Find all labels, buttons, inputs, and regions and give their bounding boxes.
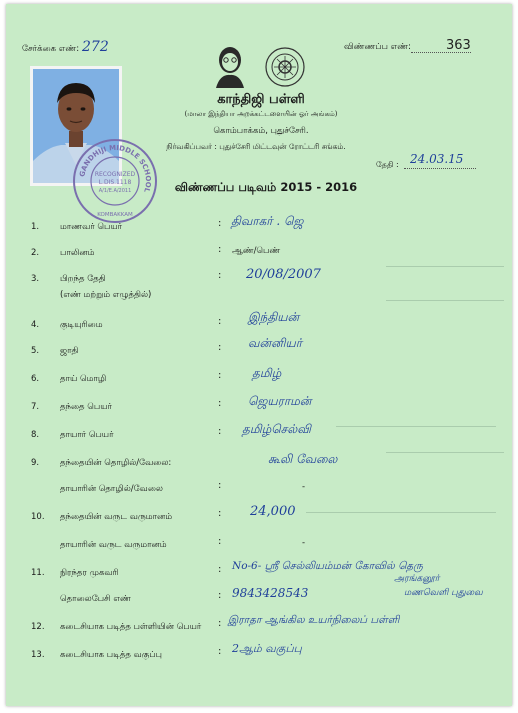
gender-label: பாலினம்	[60, 248, 95, 258]
colon: :	[218, 480, 222, 491]
rotary-club-logo	[264, 46, 306, 88]
father-name-label: தந்தை பெயர்	[60, 402, 112, 412]
field-number: 10.	[31, 512, 45, 522]
father-name-value: ஜெயராமன்	[248, 394, 312, 408]
field-number: 5.	[31, 346, 40, 356]
colon: :	[218, 536, 222, 547]
mother-name-label: தாயார் பெயர்	[60, 430, 114, 440]
admission-number-label: சேர்க்கை எண்:	[22, 44, 80, 54]
citizenship-label: குடியுரிமை	[60, 320, 103, 330]
colon: :	[218, 270, 222, 281]
school-address: கொம்பாக்கம், புதுச்சேரி.	[213, 126, 309, 136]
date-label: தேதி :	[376, 160, 399, 169]
father-occupation-value: கூலி வேலை	[268, 452, 338, 466]
previous-class-label: கடைசியாக படித்த வகுப்பு	[60, 650, 162, 660]
student-name-value: திவாகர் . ஜெ	[231, 214, 304, 228]
field-number: 13.	[31, 650, 45, 660]
dob-value: 20/08/2007	[246, 267, 321, 282]
field-number: 12.	[31, 622, 45, 632]
father-income-value: 24,000	[250, 504, 296, 519]
permanent-address-value: No-6- ஸ்ரீ செல்லியம்மன் கோவில் தெரு	[232, 560, 423, 572]
caste-value: வன்னியர்	[248, 336, 303, 350]
stamp-center-line2: L.DIS.1118	[98, 179, 132, 186]
mother-income-value: -	[302, 538, 306, 548]
dob-sublabel: (எண் மற்றும் எழுத்தில்)	[60, 290, 152, 300]
colon: :	[218, 646, 222, 657]
address-locality: மணவெளி புதுவை	[404, 588, 483, 598]
form-title: விண்ணப்ப படிவம் 2015 - 2016	[174, 180, 358, 194]
mother-occupation-label: தாயாரின் தொழில்/வேலை	[60, 484, 163, 494]
colon: :	[218, 316, 222, 327]
permanent-address-label: நிரந்தர முகவரி	[60, 568, 119, 578]
mother-name-value: தமிழ்செல்வி	[242, 422, 311, 436]
school-name: காந்திஜி பள்ளி	[217, 92, 305, 107]
colon: :	[218, 342, 222, 353]
stamp-bottom-text: KOMBAKKAM	[97, 212, 133, 218]
application-number-label: விண்ணப்ப எண்:	[344, 42, 411, 52]
mother-tongue-label: தாய் மொழி	[60, 374, 107, 384]
father-income-label: தந்தையின் வருட வருமானம்	[60, 512, 173, 522]
mother-occupation-value: -	[302, 482, 306, 492]
father-occupation-label: தந்தையின் தொழில்/வேலை:	[60, 458, 172, 468]
school-seal-stamp	[72, 138, 158, 224]
date-line	[404, 168, 476, 169]
field-number: 2.	[31, 248, 40, 258]
stamp-ring-text: GANDHIJI MIDDLE SCHOOL	[78, 143, 153, 194]
colon: :	[218, 244, 222, 255]
field-number: 8.	[31, 430, 40, 440]
phone-label: தொலைபேசி எண்	[60, 594, 131, 604]
stamp-center-line3: A/1/E.A/2011	[98, 188, 132, 194]
field-number: 1.	[31, 222, 40, 232]
admission-number-value: 272	[82, 39, 109, 55]
field-number: 4.	[31, 320, 40, 330]
svg-text:GANDHIJI MIDDLE SCHOOL	[78, 144, 152, 194]
colon: :	[218, 218, 222, 229]
colon: :	[218, 590, 222, 601]
colon: :	[218, 426, 222, 437]
colon: :	[218, 564, 222, 575]
colon: :	[218, 618, 222, 629]
school-subtitle: (மாலா இந்தியா அறக்கட்டளையின் ஓர் அங்கம்)	[184, 110, 338, 118]
date-value: 24.03.15	[410, 152, 464, 166]
colon: :	[218, 370, 222, 381]
school-administrator: நிர்வகிப்பவர் : புதுச்சேரி மிட்டவுன் ரோட்டரி சங்கம்.	[166, 142, 346, 151]
permanent-address-line2: அரங்கனூர்	[394, 574, 440, 584]
previous-school-label: கடைசியாக படித்த பள்ளியின் பெயர்	[60, 622, 202, 632]
field-number: 3.	[31, 274, 40, 284]
stamp-center-line1: RECOGNIZED	[94, 171, 136, 178]
student-name-label: மாணவர் பெயர்	[60, 222, 123, 232]
mother-tongue-value: தமிழ்	[252, 366, 282, 380]
caste-label: ஜாதி	[60, 346, 79, 356]
gender-options: ஆண்/பெண்	[232, 246, 281, 256]
colon: :	[218, 508, 222, 519]
application-form-sheet	[6, 4, 512, 706]
application-number-value: 363	[446, 38, 471, 53]
field-number: 9.	[31, 458, 40, 468]
field-number: 11.	[31, 568, 45, 578]
previous-school-value: இராதா ஆங்கில உயர்நிலைப் பள்ளி	[228, 614, 400, 626]
field-number: 6.	[31, 374, 40, 384]
field-number: 7.	[31, 402, 40, 412]
gandhi-portrait-logo	[212, 44, 248, 88]
citizenship-value: இந்தியன்	[248, 310, 300, 324]
colon: :	[218, 398, 222, 409]
mother-income-label: தாயாரின் வருட வருமானம்	[60, 540, 167, 550]
phone-value: 9843428543	[232, 586, 309, 600]
dob-label: பிறந்த தேதி	[60, 274, 106, 284]
previous-class-value: 2ஆம் வகுப்பு	[232, 642, 302, 655]
